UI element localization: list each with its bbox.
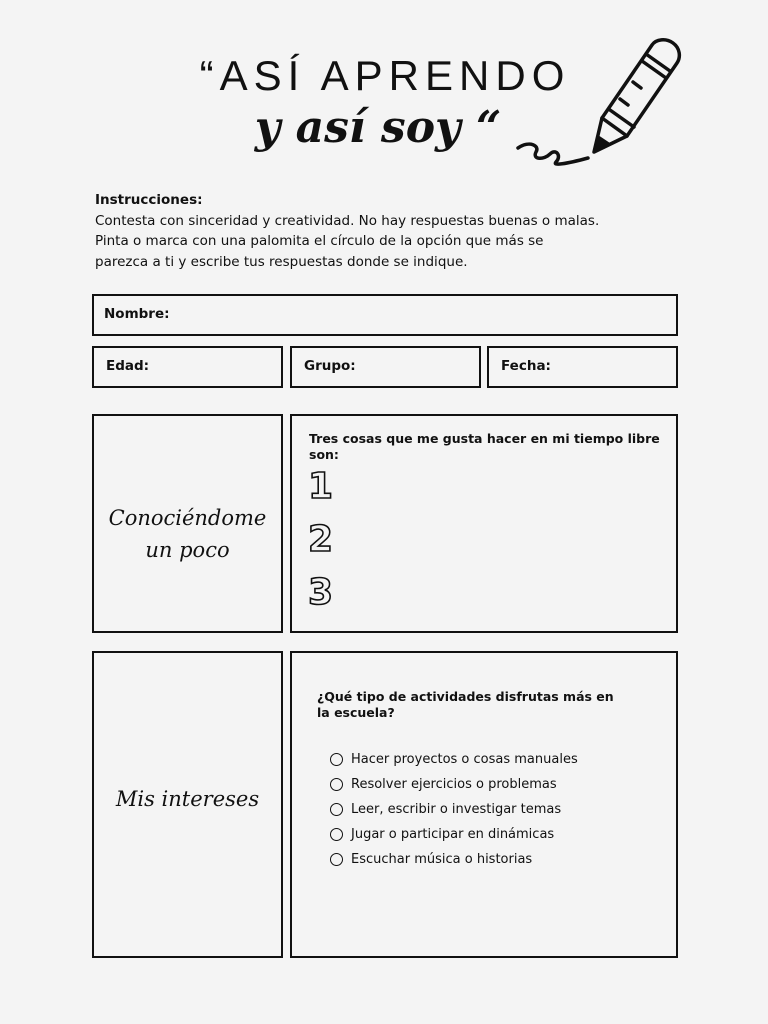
section-1-title: Conociéndome un poco (108, 506, 267, 562)
radio-circle-icon[interactable] (330, 753, 343, 766)
option-row-5[interactable] (330, 849, 532, 869)
instructions-block (95, 190, 655, 272)
instructions-line-1: Contesta con sinceridad y creatividad. No hay respuestas buenas o malas. (95, 212, 600, 229)
option-label-2: Resolver ejercicios o problemas (351, 776, 557, 792)
option-label-1: Hacer proyectos o cosas manuales (351, 751, 578, 767)
fecha-label: Fecha: (501, 358, 551, 374)
answer-number-3: 3 (308, 572, 334, 613)
grupo-field[interactable] (290, 346, 481, 388)
instructions-line-3: parezca a ti y escribe tus respuestas donde se indique. (95, 253, 468, 270)
option-label-5: Escuchar música o historias (351, 851, 533, 867)
section-2-question: ¿Qué tipo de actividades disfrutas más en la escuela? (317, 689, 614, 720)
instructions-title: Instrucciones: (95, 192, 203, 208)
radio-circle-icon[interactable] (330, 803, 343, 816)
section-2-answer-box (290, 651, 678, 958)
radio-circle-icon[interactable] (330, 853, 343, 866)
pencil-icon (510, 30, 700, 175)
nombre-field[interactable] (92, 294, 678, 336)
section-1-title-box (92, 414, 283, 633)
nombre-label: Nombre: (104, 306, 170, 322)
answer-number-1: 1 (308, 466, 334, 507)
option-label-3: Leer, escribir o investigar temas (351, 801, 562, 817)
option-row-4[interactable] (330, 824, 554, 844)
edad-label: Edad: (106, 358, 150, 374)
answer-number-2: 2 (308, 519, 334, 560)
section-1-answer-box[interactable] (290, 414, 678, 633)
radio-circle-icon[interactable] (330, 778, 343, 791)
option-row-1[interactable] (330, 749, 578, 769)
grupo-label: Grupo: (304, 358, 356, 374)
option-label-4: Jugar o participar en dinámicas (351, 826, 555, 842)
section-2-title-box (92, 651, 283, 958)
instructions-line-2: Pinta o marca con una palomita el círculo de la opción que más se (95, 233, 544, 249)
section-1-question: Tres cosas que me gusta hacer en mi tiempo libre son: (309, 431, 660, 462)
option-row-2[interactable] (330, 774, 557, 794)
section-2-title: Mis intereses (115, 787, 260, 811)
fecha-field[interactable] (487, 346, 678, 388)
radio-circle-icon[interactable] (330, 828, 343, 841)
title-line-2: y así soy “ (254, 102, 502, 153)
option-row-3[interactable] (330, 799, 561, 819)
title-line-1: “ASÍ APRENDO (199, 52, 571, 99)
edad-field[interactable] (92, 346, 283, 388)
